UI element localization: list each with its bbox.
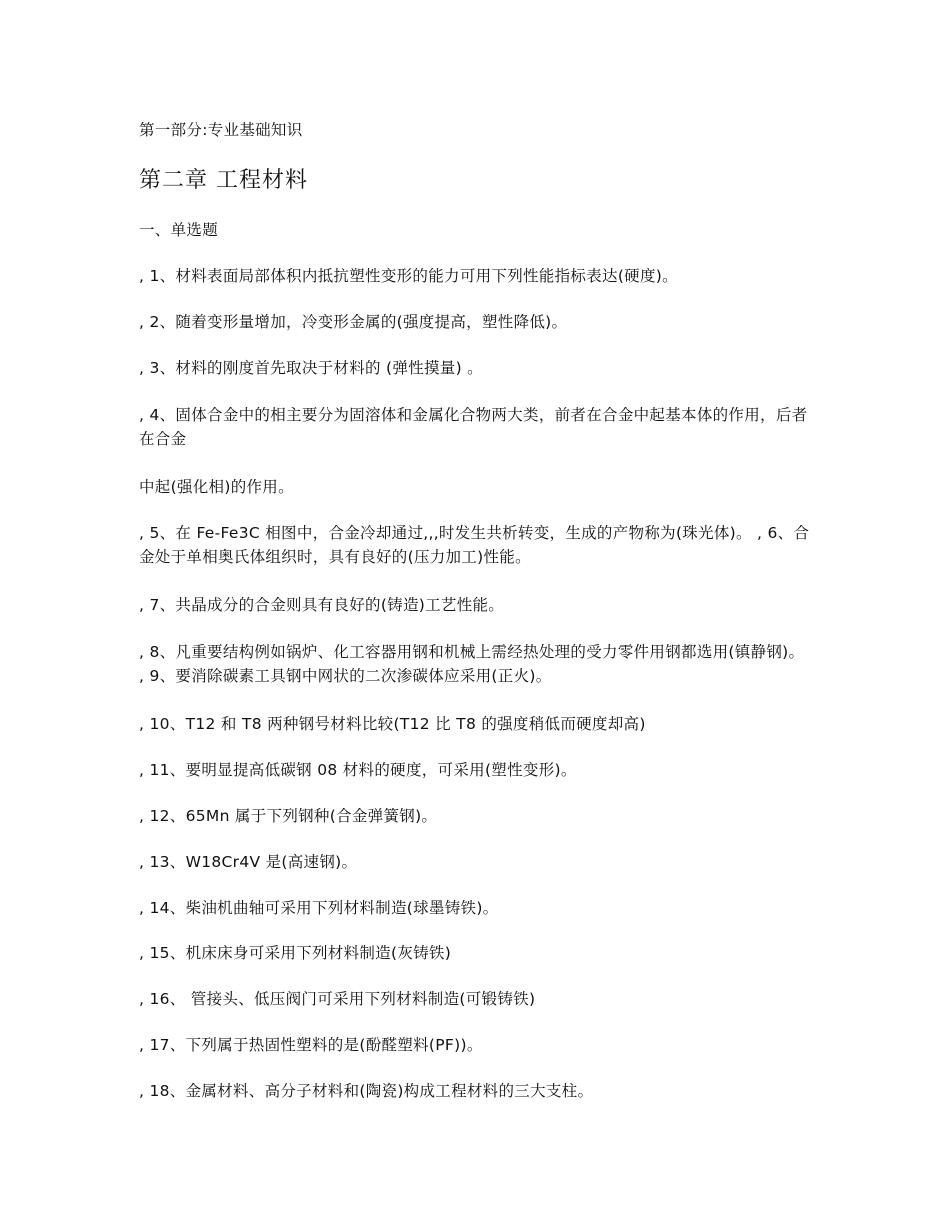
part-title: 第一部分:专业基础知识 xyxy=(139,121,303,139)
question-item-7: , 7、共晶成分的合金则具有良好的(铸造)工艺性能。 xyxy=(139,596,505,614)
question-item-17: , 17、下列属于热固性塑料的是(酚醛塑料(PF))。 xyxy=(139,1036,483,1054)
question-item-16: , 16、 管接头、低压阀门可采用下列材料制造(可锻铸铁) xyxy=(139,990,536,1008)
question-item-12: , 12、65Mn 属于下列钢种(合金弹簧钢)。 xyxy=(139,807,438,825)
question-item-1: , 1、材料表面局部体积内抵抗塑性变形的能力可用下列性能指标表达(硬度)。 xyxy=(139,267,678,285)
question-item-14: , 14、柴油机曲轴可采用下列材料制造(球墨铸铁)。 xyxy=(139,899,499,917)
question-item-15: , 15、机床床身可采用下列材料制造(灰铸铁) xyxy=(139,944,452,962)
question-item-3: , 3、材料的刚度首先取决于材料的 (弹性摸量) 。 xyxy=(139,359,483,377)
question-item-4: , 4、固体合金中的相主要分为固溶体和金属化合物两大类，前者在合金中起基本体的作用，后者在合金 xyxy=(139,406,808,448)
chapter-title: 第二章 工程材料 xyxy=(139,168,308,193)
question-item-4-continued: 中起(强化相)的作用。 xyxy=(139,478,294,496)
question-item-8-9: , 8、凡重要结构例如锅炉、化工容器用钢和机械上需经热处理的受力零件用钢都选用(镇静钢)。 , 9、要消除碳素工具钢中网状的二次渗碳体应采用(正火)。 xyxy=(139,643,805,685)
question-item-11: , 11、要明显提高低碳钢 08 材料的硬度，可采用(塑性变形)。 xyxy=(139,761,577,779)
question-item-13: , 13、W18Cr4V 是(高速钢)。 xyxy=(139,853,358,871)
question-item-2: , 2、随着变形量增加，冷变形金属的(强度提高，塑性降低)。 xyxy=(139,313,568,331)
question-item-5-6: , 5、在 Fe-Fe3C 相图中，合金冷却通过,,,时发生共析转变，生成的产物称为(珠光体)。 , 6、合金处于单相奥氏体组织时，具有良好的(压力加工)性能。 xyxy=(139,524,810,566)
question-item-10: , 10、T12 和 T8 两种钢号材料比较(T12 比 T8 的强度稍低而硬度却高) xyxy=(139,715,646,733)
question-item-18: , 18、金属材料、高分子材料和(陶瓷)构成工程材料的三大支柱。 xyxy=(139,1082,594,1100)
section-title: 一、单选题 xyxy=(139,221,219,239)
